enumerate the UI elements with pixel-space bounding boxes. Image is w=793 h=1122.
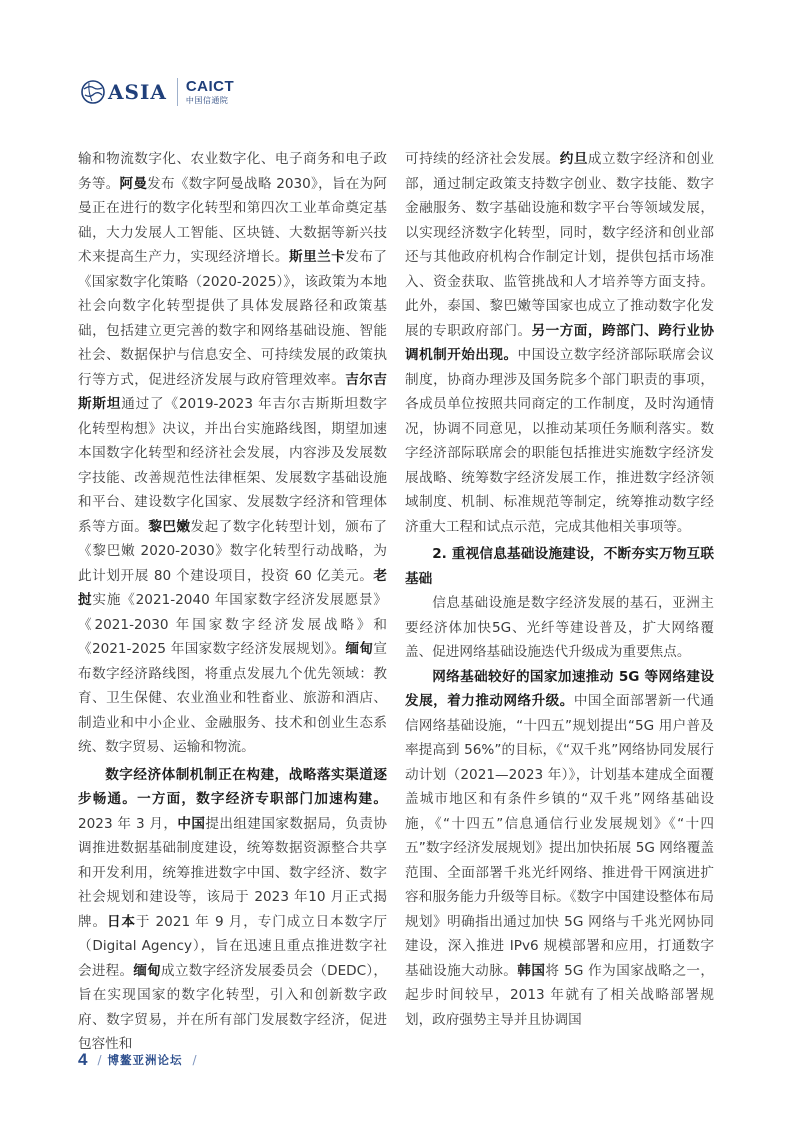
right-paragraph-1 — [405, 147, 714, 539]
text-run: 于 2021 年 9 月，专门成立日本数字厅（Digital Agency），旨在迅速且重点推进数字社会进程。 — [78, 913, 388, 979]
footer-separator-end: / — [192, 1053, 197, 1067]
right-paragraph-3 — [405, 665, 714, 1033]
text-run: 通过了《2019-2023 年吉尔吉斯斯坦数字化转型构想》决议，并出台实施路线图，期望加速本国数字化转型和经济社会发展，内容涉及发展数字技能、改善规范性法律框架、发展数字基础设施和平台、建设数字化国家、发展数字经济和管理体系等方面。 — [78, 396, 387, 535]
left-column — [78, 147, 387, 1057]
bold-run: 另一方面，跨部门、跨行业协调机制开始出现。 — [405, 322, 715, 363]
bold-run: 缅甸 — [133, 962, 162, 979]
left-paragraph-2 — [78, 763, 387, 1057]
text-run: 宣布数字经济路线图，将重点发展九个优先领域：教育、卫生保健、农业渔业和牲畜业、旅游和酒店、制造业和中小企业、金融服务、技术和创业生态系统、数字贸易、运输和物流。 — [78, 641, 388, 755]
bold-run: 日本 — [106, 913, 136, 930]
boao-forum-logo — [80, 79, 167, 105]
text-run: 可持续的经济社会发展。 — [405, 151, 560, 167]
text-run: 成立数字经济和创业部，通过制定政策支持数字创业、数字技能、数字金融服务、数字基础设施和数字平台等领域发展，以实现经济数字化转型，同时，数字经济和创业部还与其他政府机构合作制定计划，提供包括市场准入、资金获取、监管挑战和人才培养等方面支持。此外，泰国、黎巴嫩等国家也成立了推动数字化发展的专职政府部门。 — [405, 151, 715, 339]
section-heading — [405, 542, 714, 591]
bold-run: 网络基础较好的国家加速推动 5G 等网络建设发展，着力推动网络升级。 — [405, 668, 714, 709]
header-divider — [177, 78, 178, 106]
bold-run: 黎巴嫩 — [148, 518, 191, 535]
text-run: 中国全面部署新一代通信网络基础设施，“十四五”规划提出“5G 用户普及率提高到 56%”的目标，《“双千兆”网络协同发展行动计划（2021—2023 年）》，计划基本建成全面覆盖城市地区和有条件乡镇的“双千兆”网络基础设施，《“十四五”信息通信行业发展规划》《“十四五”数字经济发展规划》提出加快拓展 5G 网络覆盖范围、全面部署千兆光纤网络、推进骨干网演进扩容和服务能力升级等目标。《数字中国建设整体布局规划》明确指出通过加快 5G 网络与千兆光网协同建设，深入推进 IPv6 规模部署和应用，打通数字基础设施大动脉。 — [405, 693, 715, 979]
bold-run: 缅甸 — [345, 641, 374, 657]
bold-run: 约旦 — [559, 151, 588, 167]
bold-run: 中国 — [177, 815, 206, 832]
page-footer — [78, 1050, 203, 1070]
bold-run: 数字经济体制机制正在构建，战略落实渠道逐步畅通。一方面，数字经济专职部门加速构建。 — [78, 766, 387, 807]
text-run: 成立数字经济发展委员会（DEDC），旨在实现国家的数字化转型，引入和创新数字政府、数字贸易，并在所有部门发展数字经济，促进包容性和 — [78, 962, 388, 1052]
text-run: 提出组建国家数据局，负责协调推进数据基础制度建设，统筹数据资源整合共享和开发利用，统筹推进数字中国、数字经济、数字社会规划和建设等，该局于 2023 年10 月正式揭牌。 — [78, 815, 387, 930]
text-run: 2023 年 3 月， — [78, 815, 178, 832]
text-run: 发布《数字阿曼战略 2030》，旨在为阿曼正在进行的数字化转型和第四次工业革命奠定基础，大力发展人工智能、区块链、大数据等新兴技术来提高生产力，实现经济增长。 — [78, 175, 388, 265]
text-run: 输和物流数字化、农业数字化、电子商务和电子政务等。 — [78, 151, 387, 192]
footer-title: 博鳌亚洲论坛 — [107, 1053, 183, 1067]
text-run: 发起了数字化转型计划，颁布了《黎巴嫩 2020-2030》数字化转型行动战略，为此计划开展 80 个建设项目，投资 60 亿美元。 — [78, 518, 388, 584]
bold-run: 老挝 — [78, 567, 387, 608]
left-paragraph-1 — [78, 147, 387, 760]
right-column — [405, 147, 714, 1032]
section-heading-text: 2. 重视信息基础设施建设，不断夯实万物互联基础 — [405, 546, 714, 587]
text-run: 中国设立数字经济部际联席会议制度，协商办理涉及国务院多个部门职责的事项，各成员单位按照共同商定的工作制度，及时沟通情况，协调不同意见，以推动某项任务顺利落实。数字经济部际联席会的职能包括推进实施数字经济发展战略、统筹数字经济发展工作，推进数字经济领域制度、机制、标准规范等制定，统筹推动数字经济重大工程和试点示范，完成其他相关事项等。 — [405, 347, 715, 535]
footer-separator: / — [97, 1053, 102, 1067]
caict-wordmark: CAICT — [185, 78, 235, 95]
bold-run: 阿曼 — [119, 175, 148, 192]
text-run: 发布了《国家数字化策略（2020-2025）》，该政策为本地社会向数字化转型提供了具体发展路径和政策基础，包括建立更完善的数字和网络基础设施、智能社会、数据保护与信息安全、可持续发展的政策执行等方式，促进经济发展与政府管理效率。 — [78, 249, 388, 388]
caict-logo — [186, 79, 234, 105]
caict-chinese-name: 中国信通院 — [185, 96, 229, 105]
text-run: 将 5G 作为国家战略之一，起步时间较早，2013 年就有了相关战略部署规划，政府强势主导并且协调国 — [405, 962, 715, 1028]
bold-run: 斯里兰卡 — [289, 249, 346, 265]
page-header — [80, 72, 234, 112]
text-run: 实施《2021-2040 年国家数字经济发展愿景》《2021-2030 年国家数字经济发展战略》和《2021-2025 年国家数字经济发展规划》。 — [78, 592, 388, 657]
bold-run: 韩国 — [517, 962, 546, 979]
globe-icon — [80, 79, 106, 105]
right-paragraph-2: 信息基础设施是数字经济发展的基石，亚洲主要经济体加快5G、光纤等建设普及，扩大网络覆盖、促进网络基础设施迭代升级成为重要焦点。 — [405, 595, 714, 660]
page-number: 4 — [78, 1050, 88, 1069]
logo-wordmark: ASIA — [108, 80, 167, 104]
bold-run: 吉尔吉斯斯坦 — [78, 371, 388, 412]
